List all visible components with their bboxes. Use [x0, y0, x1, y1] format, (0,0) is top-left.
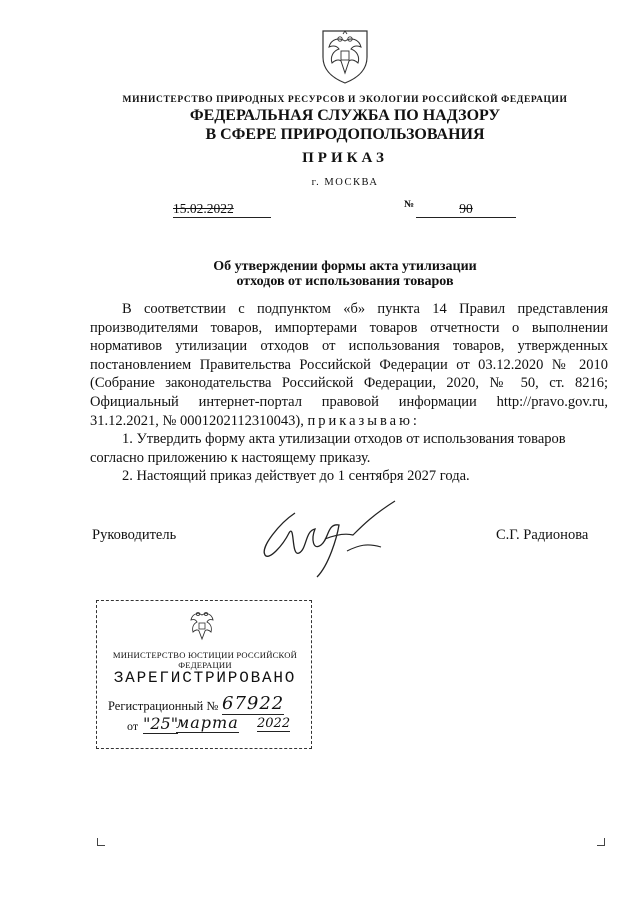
stamp-registration-label: Регистрационный № [108, 699, 219, 713]
agency-name-line2: В СФЕРЕ ПРИРОДОПОЛЬЗОВАНИЯ [205, 126, 485, 143]
list-item: 2. Настоящий приказ действует до 1 сентября 2027 года. [122, 468, 470, 485]
stamp-registered-label: ЗАРЕГИСТРИРОВАНО [113, 669, 297, 687]
preamble-text: В соответствии с подпунктом «б» пункта 14 Правил представления производителями товаров, импортерами товаров отчетности о выполнении нормативов утилизации отходов от использования товаров, утвержденных постановлением Правительства Российской Федерации от 03.12.2020 № 2010 (Собрание законодательства Российской Федерации, 2020, № 50, ст. 8216; Официальный интернет-портал правовой информации http://pravo.gov.ru, 31.12.2021, № 0001202112310043), [90, 301, 608, 429]
stamp-registration-number: 67922 [222, 693, 285, 714]
stamp-ministry-name: МИНИСТЕРСТВО ЮСТИЦИИ РОССИЙСКОЙ ФЕДЕРАЦИИ [112, 650, 298, 670]
stamp-day: "25" [143, 714, 179, 733]
ministry-name: МИНИСТЕРСТВО ПРИРОДНЫХ РЕСУРСОВ И ЭКОЛОГИИ РОССИЙСКОЙ ФЕДЕРАЦИИ [122, 95, 568, 105]
list-item: 1. Утвердить форму акта утилизации отходов от использования товаров согласно приложению к настоящему приказу. [90, 431, 566, 466]
agency-name-line1: ФЕДЕРАЛЬНАЯ СЛУЖБА ПО НАДЗОРУ [189, 107, 501, 124]
stamp-coat-of-arms-icon [184, 607, 220, 647]
preamble-paragraph [90, 300, 608, 430]
order-date: 15.02.2022 [173, 201, 271, 218]
stamp-month: марта [176, 713, 239, 732]
coat-of-arms-icon [319, 27, 371, 85]
order-word: приказываю: [307, 412, 420, 429]
page-corner-mark [97, 838, 105, 846]
order-number: 90 [416, 201, 516, 218]
city: г. МОСКВА [311, 177, 379, 188]
signatory-position: Руководитель [92, 527, 177, 543]
handwritten-signature [255, 495, 405, 585]
signatory-name: С.Г. Радионова [496, 527, 589, 543]
document-type: ПРИКАЗ [302, 150, 388, 166]
stamp-year: 2022 [257, 716, 291, 731]
document-body [90, 300, 608, 486]
document-title-line1: Об утверждении формы акта утилизации [213, 259, 477, 274]
document-title-line2: отходов от использования товаров [236, 274, 454, 289]
page-corner-mark [597, 838, 605, 846]
stamp-from-label: от [127, 719, 139, 733]
number-sign: № [404, 199, 415, 210]
